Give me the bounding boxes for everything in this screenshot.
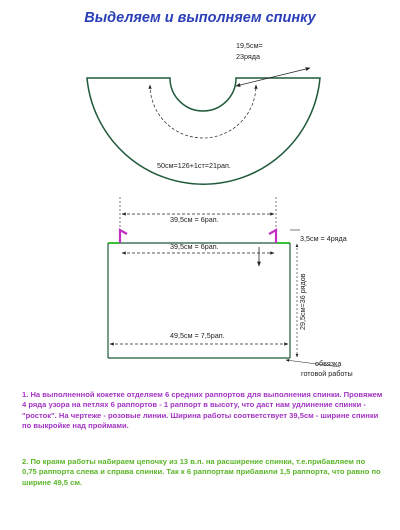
mid-width-label: 39,5см = 6рап. — [170, 242, 219, 251]
growth-label: 3,5см = 4ряда — [300, 234, 347, 243]
pink-growth-right — [269, 230, 276, 243]
shoulder-label: 19,5см= — [236, 41, 263, 50]
inner-arc-label: 50см=126+1ст=21рап. — [157, 161, 231, 170]
height-label: 29,5см=36 рядов — [298, 273, 307, 330]
shoulder-rows-label: 23ряда — [236, 52, 260, 61]
edge-label-1: обвязка — [315, 359, 342, 368]
bottom-width-label: 49,5см = 7,5рап. — [170, 331, 225, 340]
shoulder-dimension-line — [236, 68, 310, 86]
note-1-text: 1. На выполненной кокетке отделяем 6 средних раппортов для выполнения спинки. Провяжем 4 ряда узора на петлях 6 раппортов - 1 раппорт в высоту, что даст нам удлинение спинки - "росток". На чертеже - розовые линии. Ширина работы соответствует 39,5см - ширине спинки по выкройке над проймами. — [22, 390, 383, 431]
pink-growth-left — [120, 230, 127, 243]
instruction-note-1 — [22, 390, 384, 432]
edge-label-2: готовой работы — [301, 369, 353, 378]
instruction-note-2 — [22, 457, 382, 488]
top-width-label: 39,5см = 6рап. — [170, 215, 219, 224]
note-2-text: 2. По краям работы набираем цепочку из 13 в.п. на расширение спинки, т.е.прибавляем по 0,75 раппорта слева и справа спинки. Так к 6 раппортам прибавили 1,5 раппорта, что равно по ширине 49,5 см. — [22, 457, 381, 487]
page-title: Выделяем и выполняем спинку — [84, 10, 316, 26]
